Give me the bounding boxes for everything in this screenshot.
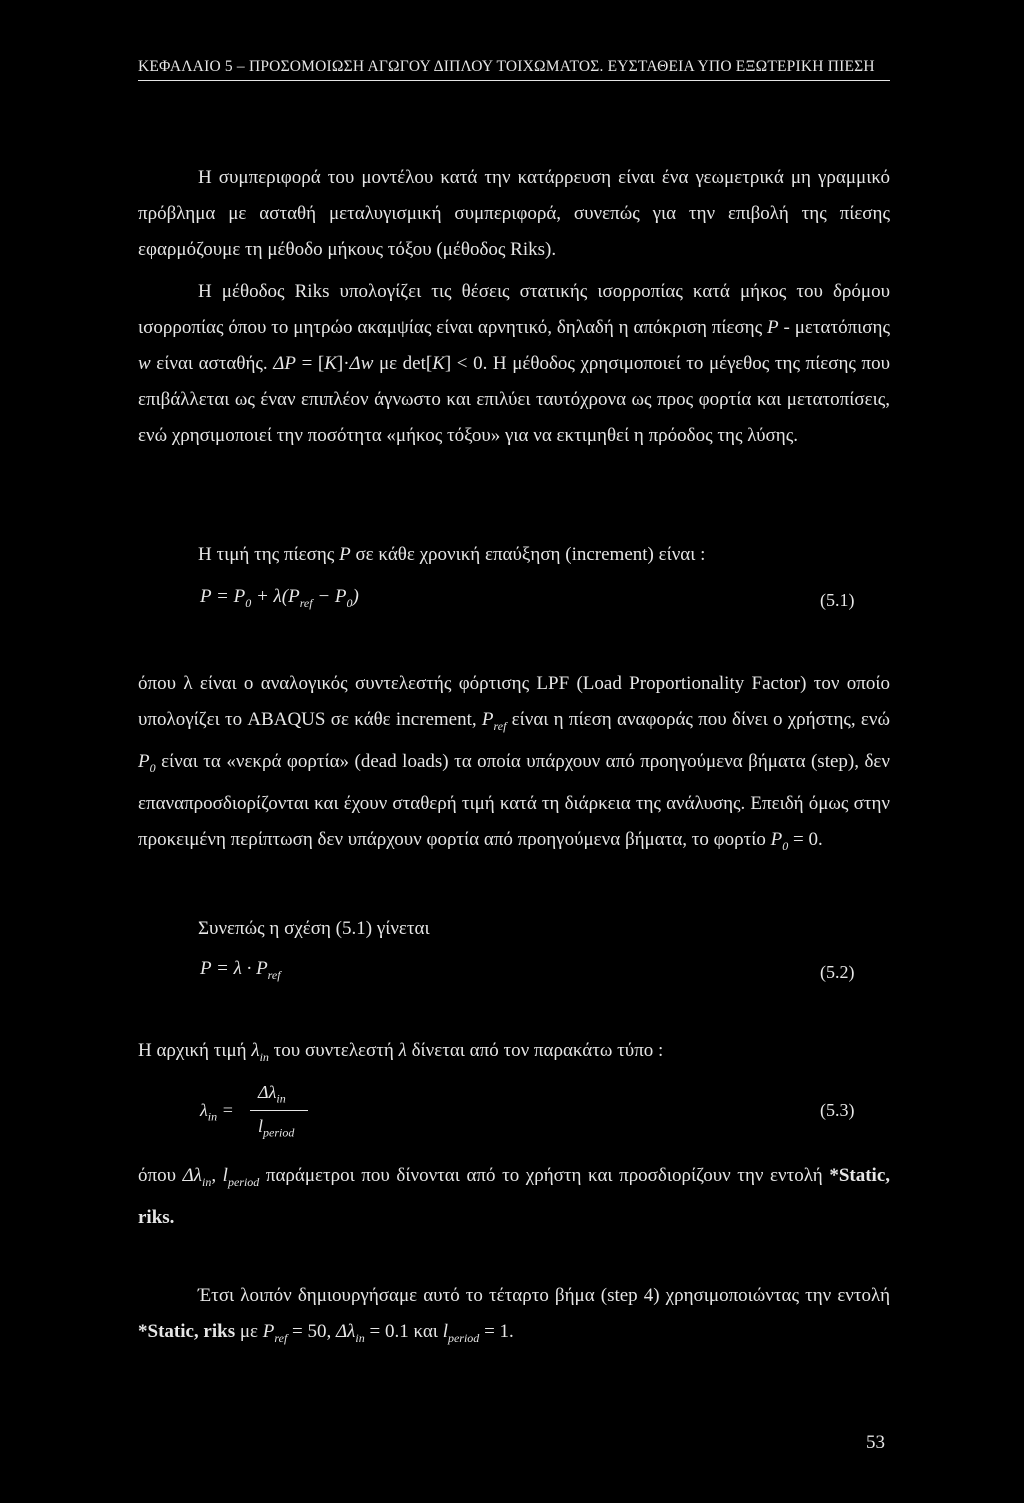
equation-5-1-intro: Η τιμή της πίεσης P σε κάθε χρονική επαύξηση (increment) είναι : bbox=[198, 544, 706, 565]
equation-5-3-numerator: $\Delta\lambda_{in}$ bbox=[258, 1082, 286, 1106]
paragraph-step-4: Έτσι λοιπόν δημιουργήσαμε αυτό το τέταρτο βήμα (step 4) χρησιμοποιώντας την εντολή *Static, riks με $P_{ref} = 50$, $\Delta\lambda_{in} = 0.1$ και $l_{period} = 1$. bbox=[138, 1285, 890, 1345]
paragraph-lpf-definition: όπου λ είναι ο αναλογικός συντελεστής φόρτισης LPF (Load Proportionality Factor) τον οποίο υπολογίζει το ABAQUS σε κάθε increment, $P_{ref}$ είναι η πίεση αναφοράς που δίνει ο χρήστης, ενώ $P_0$ είναι τα «νεκρά φορτία» (dead loads) τα οποία υπάρχουν από προηγούμενα βήματα (step), δεν επαναπροσδιορίζονται και έχουν σταθερή τιμή κατά τη διάρκεια της ανάλυσης. Επειδή όμως στην προκειμένη περίπτωση δεν υπάρχουν φορτία από προηγούμενα βήματα, το φορτίο $P_0 = 0$. bbox=[138, 673, 891, 853]
equation-5-3-fraction-bar bbox=[250, 1110, 308, 1111]
equation-5-1-number: (5.1) bbox=[820, 590, 855, 610]
equation-5-3-lhs: $\lambda_{in}$ = bbox=[200, 1100, 234, 1124]
paragraph-riks-method: Η μέθοδος Riks υπολογίζει τις θέσεις στατικής ισορροπίας κατά μήκος του δρόμου ισορροπίας όπου το μητρώο ακαμψίας είναι αρνητικό, δηλαδή η απόκριση πίεσης P - μετατόπισης w είναι ασταθής. ΔP = [K]·Δw με det[K] < 0. Η μέθοδος χρησιμοποιεί το μέγεθος της πίεσης που επιβάλλεται ως έναν επιπλέον άγνωστο και επιλύει ταυτόχρονα ως προς φορτία και μετατοπίσεις, ενώ χρησιμοποιεί την ποσότητα «μήκος τόξου» για να εκτιμηθεί η πρόοδος της λύσης. bbox=[138, 281, 890, 446]
paragraph-arc-length-intro: Η συμπεριφορά του μοντέλου κατά την κατάρρευση είναι ένα γεωμετρικά μη γραμμικό πρόβλημα με ασταθή μεταλυγισμική συμπεριφορά, συνεπώς για την επιβολή της πίεσης εφαρμόζουμε τη μέθοδο μήκους τόξου (μέθοδος Riks). bbox=[138, 167, 890, 260]
page-number: 53 bbox=[866, 1432, 885, 1453]
equation-5-3-denominator: $l_{period}$ bbox=[258, 1116, 295, 1140]
equation-5-3-intro: Η αρχική τιμή $\lambda_{in}$ του συντελεστή λ δίνεται από τον παρακάτω τύπο : bbox=[138, 1040, 664, 1064]
equation-5-3-number: (5.3) bbox=[820, 1100, 855, 1120]
equation-5-1: $P = P_0 + \lambda(P_{ref} - P_0)$ bbox=[200, 586, 359, 610]
equation-5-2-number: (5.2) bbox=[820, 962, 855, 982]
equation-5-2-intro: Συνεπώς η σχέση (5.1) γίνεται bbox=[198, 918, 430, 939]
equation-5-2: $P = \lambda \cdot P_{ref}$ bbox=[200, 958, 281, 982]
chapter-header: ΚΕΦΑΛΑΙΟ 5 – ΠΡΟΣΟΜΟΙΩΣΗ ΑΓΩΓΟΥ ΔΙΠΛΟΥ ΤΟΙΧΩΜΑΤΟΣ. ΕΥΣΤΑΘΕΙΑ ΥΠΟ ΕΞΩΤΕΡΙΚΗ ΠΙΕΣΗ bbox=[138, 58, 890, 81]
paragraph-parameters: όπου $\Delta\lambda_{in}$, $l_{period}$ παράμετροι που δίνονται από το χρήστη και προσδιορίζουν την εντολή *Static, riks. bbox=[138, 1165, 891, 1228]
